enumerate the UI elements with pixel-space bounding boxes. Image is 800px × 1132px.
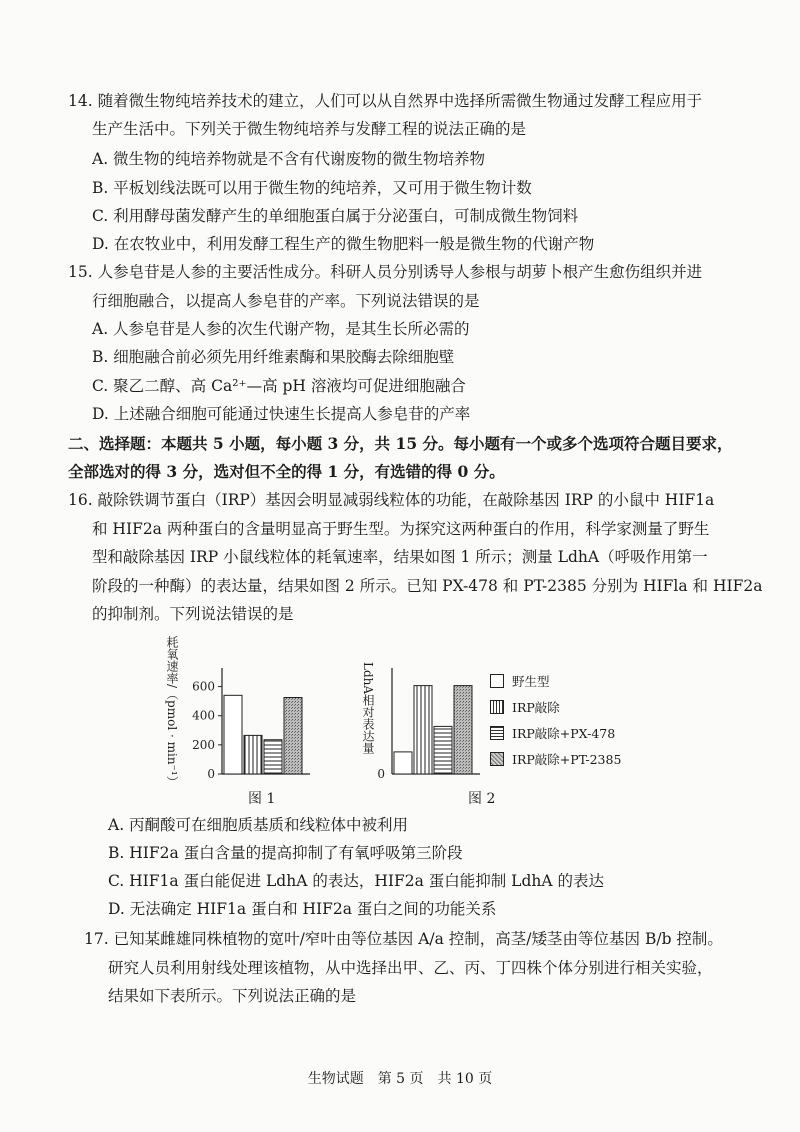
q16-stem-line1: 16. 敲除铁调节蛋白（IRP）基因会明显减弱线粒体的功能，在敲除基因 IRP 的小鼠中 HIF1a	[68, 491, 715, 509]
q16-stem-line4: 阶段的一种酶）的表达量，结果如图 2 所示。已知 PX-478 和 PT-2385 分别为 HIFla 和 HIF2a	[92, 577, 763, 595]
q16-option-c: C. HIF1a 蛋白能促进 LdhA 的表达，HIF2a 蛋白能抑制 LdhA 的表达	[108, 872, 605, 890]
fig1-bar-1	[224, 695, 242, 774]
q14-option-b: B. 平板划线法既可以用于微生物的纯培养，又可用于微生物计数	[92, 179, 532, 197]
q16-option-a: A. 丙酮酸可在细胞质基质和线粒体中被利用	[108, 816, 409, 834]
fig1-ylabel: 耗氧速率/（pmol · min⁻¹）	[165, 636, 179, 788]
fig1-tick-label: 200	[192, 737, 215, 752]
q15-option-d: D. 上述融合细胞可能通过快速生长提高人参皂苷的产率	[92, 405, 471, 423]
q15-option-b: B. 细胞融合前必须先用纤维素酶和果胶酶去除细胞壁	[92, 348, 455, 366]
q16-option-b: B. HIF2a 蛋白含量的提高抑制了有氧呼吸第三阶段	[108, 844, 463, 862]
q15-stem-line2: 行细胞融合，以提高人参皂苷的产率。下列说法错误的是	[92, 292, 480, 310]
fig1-caption: 图 1	[248, 791, 276, 807]
q17-stem-line1: 17. 已知某雌雄同株植物的宽叶/窄叶由等位基因 A/a 控制，高茎/矮茎由等位基因 B/b 控制。	[84, 930, 723, 948]
fig1-bar-4	[284, 698, 302, 775]
legend-swatch-dotted	[490, 752, 504, 766]
q16-option-d: D. 无法确定 HIF1a 蛋白和 HIF2a 蛋白之间的功能关系	[108, 900, 497, 918]
q15-stem-line1: 15. 人参皂苷是人参的主要活性成分。科研人员分别诱导人参根与胡萝卜根产生愈伤组织并进	[68, 263, 703, 281]
fig1-chart	[192, 668, 310, 781]
legend-label-px478: IRP敲除+PX-478	[512, 726, 616, 741]
q16-stem-line2: 和 HIF2a 两种蛋白的含量明显高于野生型。为探究这两种蛋白的作用，科学家测量了野生	[92, 520, 710, 538]
fig2-bar-3	[434, 726, 452, 774]
fig2-ylabel: LdhA相对表达量	[361, 662, 375, 755]
charts-svg	[160, 632, 640, 812]
legend-label-pt2385: IRP敲除+PT-2385	[512, 752, 622, 767]
q17-stem-line2: 研究人员利用射线处理该植物，从中选择出甲、乙、丙、丁四株个体分别进行相关实验，	[108, 959, 713, 977]
fig1-tick-label: 600	[192, 679, 215, 694]
q15-option-a: A. 人参皂苷是人参的次生代谢产物，是其生长所必需的	[92, 320, 470, 338]
section2-heading-line2: 全部选对的得 3 分，选对但不全的得 1 分，有选错的得 0 分。	[68, 462, 505, 481]
q14-option-a: A. 微生物的纯培养物就是不含有代谢废物的微生物培养物	[92, 150, 486, 168]
legend-swatch-blank	[490, 674, 504, 688]
legend-label-irp-ko: IRP敲除	[512, 700, 560, 715]
page-footer: 生物试题 第 5 页 共 10 页	[307, 1071, 493, 1087]
legend-swatch-horizontal	[490, 726, 504, 740]
fig2-chart	[377, 668, 480, 781]
legend-label-wildtype: 野生型	[512, 674, 550, 689]
fig1-bar-3	[264, 740, 282, 774]
legend-swatch-vertical	[490, 700, 504, 714]
figure-area	[160, 632, 640, 812]
fig2-bar-2	[414, 686, 432, 774]
q14-option-d: D. 在农牧业中，利用发酵工程生产的微生物肥料一般是微生物的代谢产物	[92, 235, 595, 253]
q16-stem-line5: 的抑制剂。下列说法错误的是	[92, 605, 294, 623]
section2-heading-line1: 二、选择题：本题共 5 小题，每小题 3 分，共 15 分。每小题有一个或多个选项符合题目要求，	[68, 434, 733, 453]
q16-stem-line3: 型和敲除基因 IRP 小鼠线粒体的耗氧速率，结果如图 1 所示；测量 LdhA（呼吸作用第一	[92, 548, 708, 566]
fig2-bar-4	[454, 686, 472, 774]
fig2-tick-label-zero: 0	[377, 767, 385, 781]
fig2-caption: 图 2	[468, 791, 496, 807]
q17-stem-line3: 结果如下表所示。下列说法正确的是	[108, 987, 357, 1005]
q14-stem-line2: 生产生活中。下列关于微生物纯培养与发酵工程的说法正确的是	[92, 120, 527, 138]
fig1-bar-2	[244, 735, 262, 774]
q14-option-c: C. 利用酵母菌发酵产生的单细胞蛋白属于分泌蛋白，可制成微生物饲料	[92, 207, 579, 225]
fig2-bar-1	[394, 752, 412, 774]
fig1-tick-label: 400	[192, 708, 215, 723]
q15-option-c: C. 聚乙二醇、高 Ca²⁺—高 pH 溶液均可促进细胞融合	[92, 377, 466, 395]
fig1-tick-label: 0	[207, 767, 215, 781]
q14-stem-line1: 14. 随着微生物纯培养技术的建立，人们可以从自然界中选择所需微生物通过发酵工程应用于	[68, 92, 703, 110]
